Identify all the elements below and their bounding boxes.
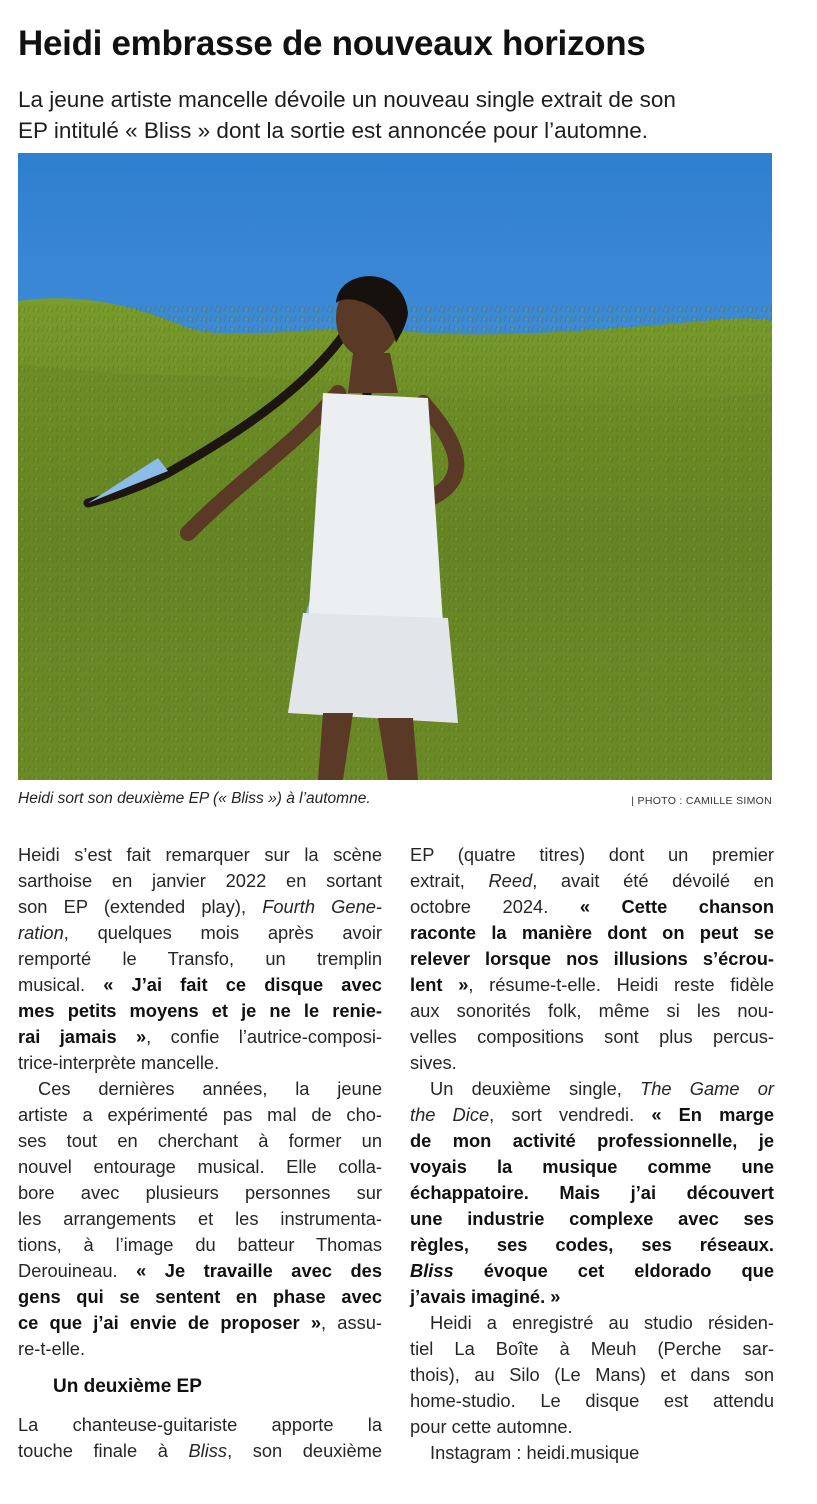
text-line: tions, à l’image du batteur Thomas — [18, 1234, 382, 1255]
text-line: une industrie complexe avec ses — [410, 1208, 774, 1229]
text-line: nouvel entourage musical. Elle colla- — [18, 1156, 382, 1177]
text-line: voyais la musique comme une — [410, 1156, 774, 1177]
text-line: the Dice, sort vendredi. « En marge — [410, 1104, 774, 1125]
text-line: les arrangements et les instrumenta- — [18, 1208, 382, 1229]
subheading: Un deuxième EP — [53, 1376, 202, 1397]
text-line: Derouineau. « Je travaille avec des — [18, 1260, 382, 1281]
deck-line: La jeune artiste mancelle dévoile un nouveau single extrait de son — [18, 87, 676, 112]
text-line: octobre 2024. « Cette chanson — [410, 896, 774, 917]
text-line: Heidi s’est fait remarquer sur la scène — [18, 844, 382, 865]
photo-credit: | PHOTO : CAMILLE SIMON — [631, 795, 772, 807]
text-line: gens qui se sentent en phase avec — [18, 1286, 382, 1307]
text-line: échappatoire. Mais j’ai découvert — [410, 1182, 774, 1203]
text-line: sives. — [410, 1052, 457, 1073]
text-line: Heidi a enregistré au studio résiden- — [430, 1312, 774, 1333]
text-line: aux sonorités folk, même si les nou- — [410, 1000, 774, 1021]
text-line: mes petits moyens et je ne le renie- — [18, 1000, 382, 1021]
text-line: home-studio. Le disque est attendu — [410, 1390, 774, 1411]
text-line: Un deuxième single, The Game or — [430, 1078, 775, 1099]
text-line: de mon activité professionnelle, je — [410, 1130, 774, 1151]
text-line: son EP (extended play), Fourth Gene- — [18, 896, 382, 917]
text-line: ration, quelques mois après avoir — [18, 922, 382, 943]
text-line: bore avec plusieurs personnes sur — [18, 1182, 382, 1203]
deck — [18, 84, 798, 146]
text-line: sarthoise en janvier 2022 en sortant — [18, 870, 382, 891]
text-line: thois), au Silo (Le Mans) et dans son — [410, 1364, 774, 1385]
text-line: j’avais imaginé. » — [410, 1286, 561, 1307]
text-line: ce que j’ai envie de proposer », assu- — [18, 1312, 382, 1333]
text-line: velles compositions sont plus percus- — [410, 1026, 774, 1047]
text-line: relever lorsque nos illusions s’écrou- — [410, 948, 774, 969]
text-line: Ces dernières années, la jeune — [38, 1078, 382, 1099]
text-line: lent », résume-t-elle. Heidi reste fidèle — [410, 974, 775, 995]
photo-woman-in-grass-field — [18, 153, 772, 780]
text-line: EP (quatre titres) dont un premier — [410, 844, 774, 865]
article-photo — [18, 153, 772, 780]
text-line: remporté le Transfo, un tremplin — [18, 948, 382, 969]
instagram-handle: Instagram : heidi.musique — [430, 1442, 640, 1463]
text-line: Bliss évoque cet eldorado que — [410, 1260, 774, 1281]
text-line: ses tout en cherchant à former un — [18, 1130, 382, 1151]
text-line: pour cette automne. — [410, 1416, 573, 1437]
photo-caption: Heidi sort son deuxième EP (« Bliss ») à l’automne. — [18, 790, 371, 807]
deck-line: EP intitulé « Bliss » dont la sortie est annoncée pour l’automne. — [18, 118, 648, 143]
text-line: tiel La Boîte à Meuh (Perche sar- — [410, 1338, 774, 1359]
text-line: raconte la manière dont on peut se — [410, 922, 774, 943]
text-line: extrait, Reed, avait été dévoilé en — [410, 870, 774, 891]
right-column — [410, 842, 774, 1466]
text-line: touche finale à Bliss, son deuxième — [18, 1440, 383, 1461]
text-line: re-t-elle. — [18, 1338, 86, 1359]
left-column — [18, 842, 382, 1464]
text-line: trice-interprète mancelle. — [18, 1052, 220, 1073]
text-line: La chanteuse-guitariste apporte la — [18, 1414, 382, 1435]
text-line: règles, ses codes, ses réseaux. — [410, 1234, 774, 1255]
text-line: rai jamais », confie l’autrice-composi- — [18, 1026, 382, 1047]
headline: Heidi embrasse de nouveaux horizons — [18, 24, 646, 63]
text-line: artiste a expérimenté pas mal de cho- — [18, 1104, 382, 1125]
text-line: musical. « J’ai fait ce disque avec — [18, 974, 382, 995]
